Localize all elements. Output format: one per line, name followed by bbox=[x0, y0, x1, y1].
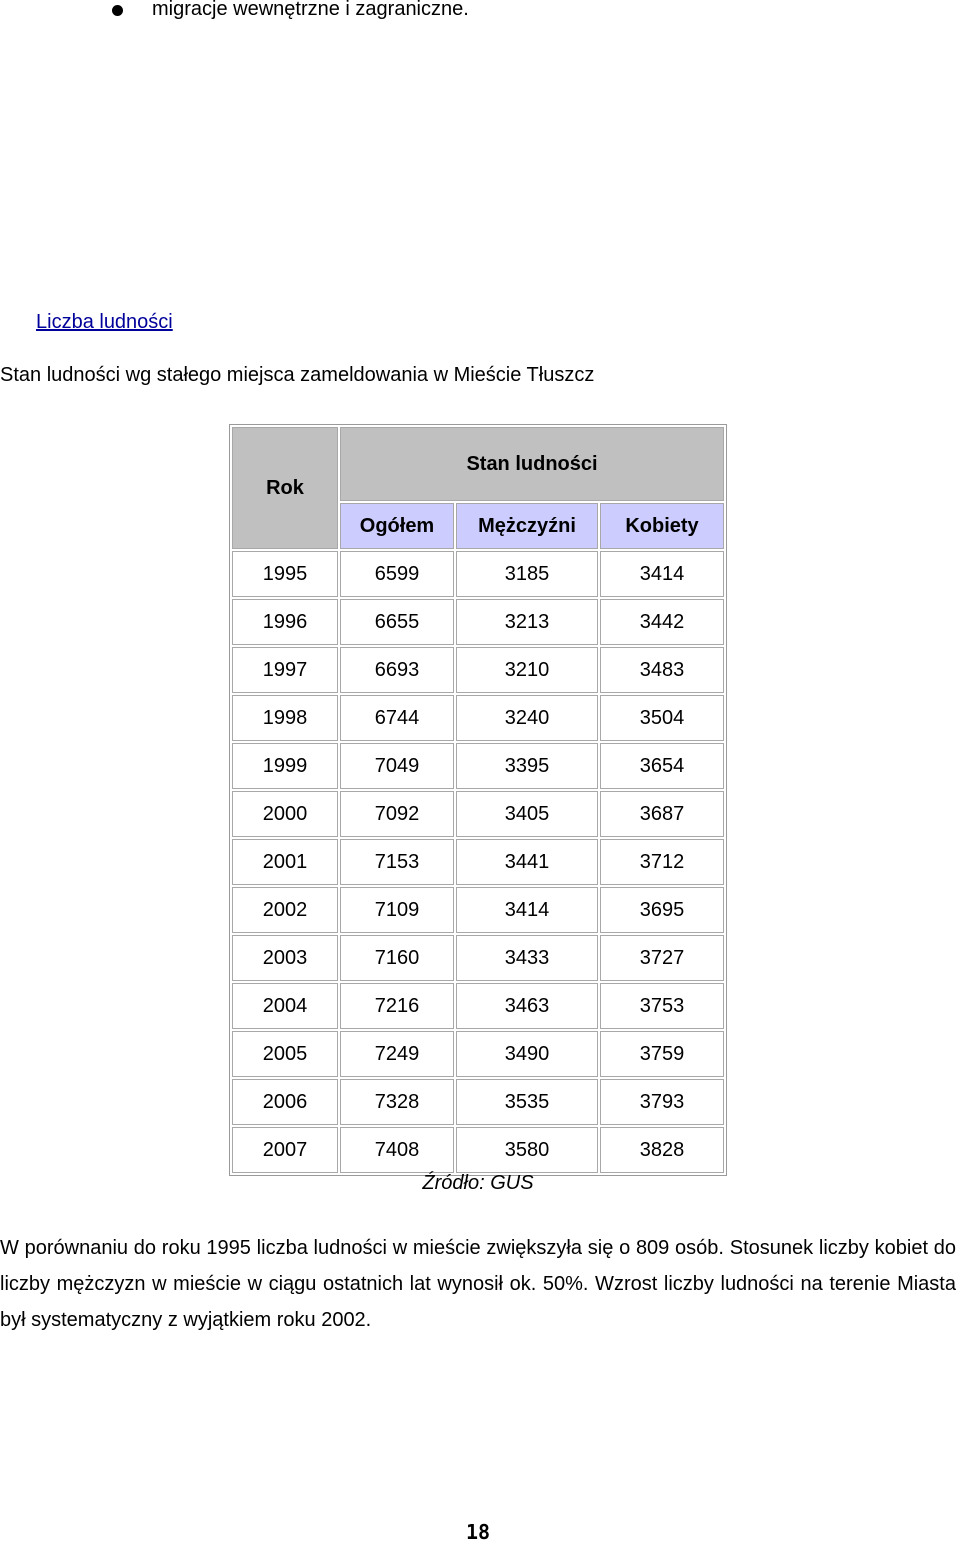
section-link-liczba-ludnosci[interactable]: Liczba ludności bbox=[36, 311, 173, 333]
cell-men: 3441 bbox=[456, 839, 598, 885]
table-row bbox=[232, 551, 724, 597]
header-kobiety: Kobiety bbox=[600, 503, 724, 549]
cell-men: 3395 bbox=[456, 743, 598, 789]
table-header-row bbox=[232, 427, 724, 501]
cell-total: 7049 bbox=[340, 743, 454, 789]
header-ogolem: Ogółem bbox=[340, 503, 454, 549]
cell-women: 3483 bbox=[600, 647, 724, 693]
bullet-text: migracje wewnętrzne i zagraniczne. bbox=[152, 0, 469, 20]
cell-men: 3433 bbox=[456, 935, 598, 981]
cell-year: 2000 bbox=[232, 791, 338, 837]
cell-total: 7408 bbox=[340, 1127, 454, 1173]
cell-women: 3828 bbox=[600, 1127, 724, 1173]
cell-year: 2006 bbox=[232, 1079, 338, 1125]
table-row bbox=[232, 1079, 724, 1125]
cell-total: 6655 bbox=[340, 599, 454, 645]
cell-year: 1998 bbox=[232, 695, 338, 741]
cell-men: 3240 bbox=[456, 695, 598, 741]
population-table bbox=[229, 424, 727, 1176]
cell-year: 2002 bbox=[232, 887, 338, 933]
cell-total: 6693 bbox=[340, 647, 454, 693]
cell-women: 3414 bbox=[600, 551, 724, 597]
table-row bbox=[232, 791, 724, 837]
table-row bbox=[232, 839, 724, 885]
cell-year: 2001 bbox=[232, 839, 338, 885]
cell-men: 3490 bbox=[456, 1031, 598, 1077]
table-row bbox=[232, 743, 724, 789]
cell-women: 3442 bbox=[600, 599, 724, 645]
cell-women: 3759 bbox=[600, 1031, 724, 1077]
cell-women: 3712 bbox=[600, 839, 724, 885]
table-row bbox=[232, 935, 724, 981]
cell-women: 3687 bbox=[600, 791, 724, 837]
cell-year: 1995 bbox=[232, 551, 338, 597]
page-number: 18 bbox=[465, 1520, 491, 1544]
cell-men: 3213 bbox=[456, 599, 598, 645]
cell-men: 3414 bbox=[456, 887, 598, 933]
source-note: Źródło: GUS bbox=[422, 1172, 534, 1194]
table-row bbox=[232, 1127, 724, 1173]
cell-year: 2004 bbox=[232, 983, 338, 1029]
header-rok: Rok bbox=[232, 427, 338, 549]
cell-men: 3463 bbox=[456, 983, 598, 1029]
table-row bbox=[232, 647, 724, 693]
cell-year: 2005 bbox=[232, 1031, 338, 1077]
cell-total: 7216 bbox=[340, 983, 454, 1029]
header-mezczyzni: Mężczyźni bbox=[456, 503, 598, 549]
table-row bbox=[232, 695, 724, 741]
cell-men: 3535 bbox=[456, 1079, 598, 1125]
cell-year: 2003 bbox=[232, 935, 338, 981]
cell-women: 3654 bbox=[600, 743, 724, 789]
table-row bbox=[232, 1031, 724, 1077]
cell-men: 3580 bbox=[456, 1127, 598, 1173]
cell-women: 3793 bbox=[600, 1079, 724, 1125]
cell-year: 2007 bbox=[232, 1127, 338, 1173]
cell-year: 1997 bbox=[232, 647, 338, 693]
cell-men: 3210 bbox=[456, 647, 598, 693]
cell-men: 3405 bbox=[456, 791, 598, 837]
cell-women: 3727 bbox=[600, 935, 724, 981]
summary-paragraph: W porównaniu do roku 1995 liczba ludności w mieście zwiększyła się o 809 osób. Stosunek liczby kobiet do liczby mężczyzn w mieście w ciągu ostatnich lat wynosił ok. 50%. Wzrost liczby ludności na terenie Miasta był systematyczny z wyjątkiem roku 2002. bbox=[0, 1237, 956, 1331]
cell-total: 7109 bbox=[340, 887, 454, 933]
cell-total: 7092 bbox=[340, 791, 454, 837]
cell-total: 7160 bbox=[340, 935, 454, 981]
cell-year: 1996 bbox=[232, 599, 338, 645]
cell-women: 3695 bbox=[600, 887, 724, 933]
cell-women: 3504 bbox=[600, 695, 724, 741]
table-row bbox=[232, 983, 724, 1029]
cell-men: 3185 bbox=[456, 551, 598, 597]
cell-year: 1999 bbox=[232, 743, 338, 789]
table-caption: Stan ludności wg stałego miejsca zameldowania w Mieście Tłuszcz bbox=[0, 364, 595, 386]
cell-total: 6744 bbox=[340, 695, 454, 741]
header-stan-ludnosci: Stan ludności bbox=[340, 427, 724, 501]
cell-total: 7153 bbox=[340, 839, 454, 885]
table-row bbox=[232, 599, 724, 645]
cell-total: 6599 bbox=[340, 551, 454, 597]
cell-total: 7249 bbox=[340, 1031, 454, 1077]
cell-women: 3753 bbox=[600, 983, 724, 1029]
table-row bbox=[232, 887, 724, 933]
bullet-icon bbox=[112, 5, 123, 16]
cell-total: 7328 bbox=[340, 1079, 454, 1125]
